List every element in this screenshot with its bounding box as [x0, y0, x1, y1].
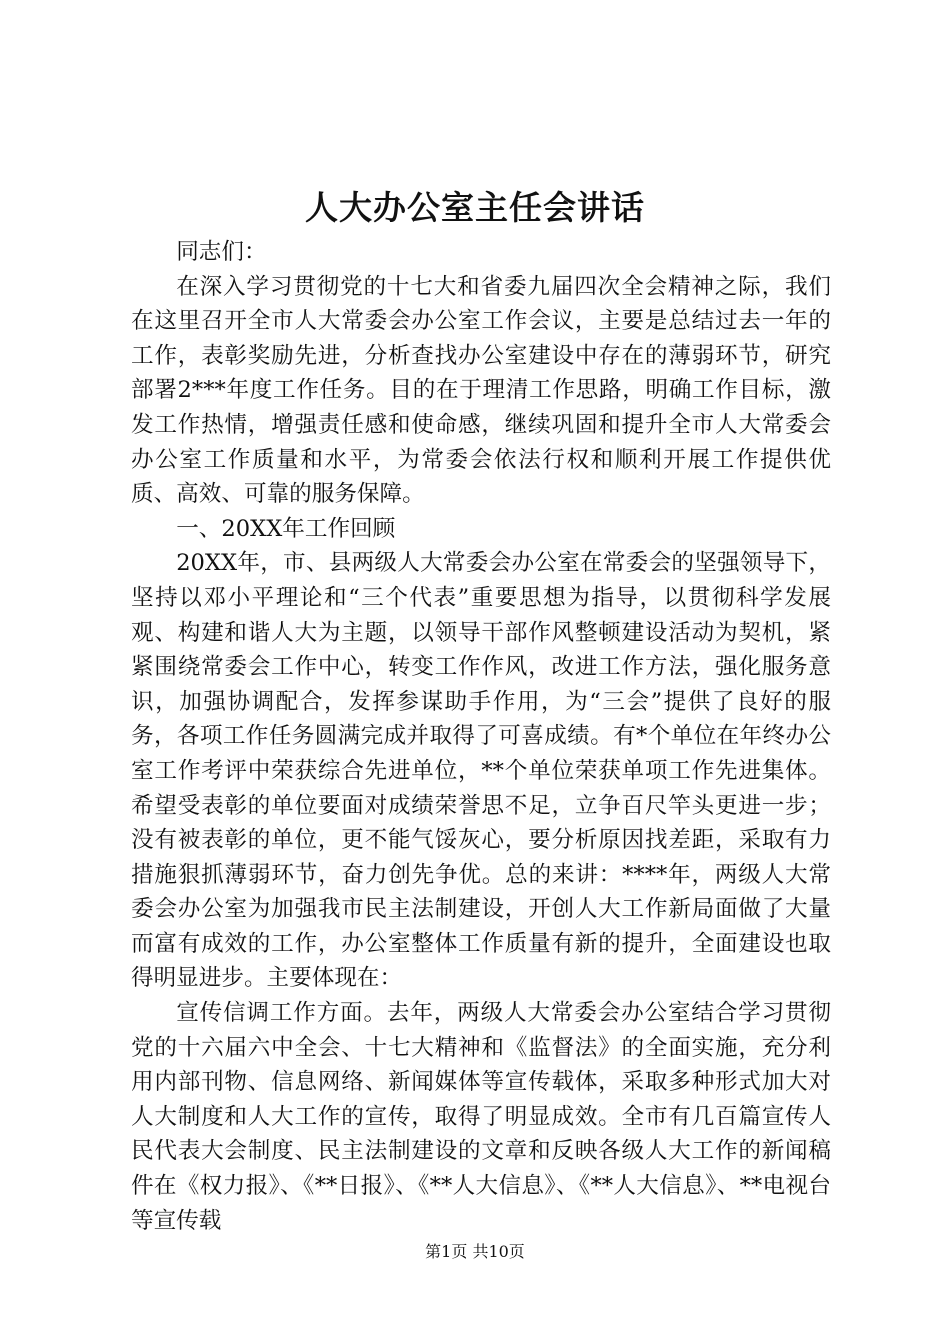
section-heading: 一、20XX年工作回顾 [176, 515, 396, 542]
salutation-paragraph: 同志们： [176, 239, 267, 265]
document-body [131, 235, 831, 1238]
page-footer: 第1页 共10页 [425, 1242, 525, 1261]
document-title: 人大办公室主任会讲话 [305, 188, 645, 227]
intro-paragraph: 在深入学习贯彻党的十七大和省委九届四次全会精神之际，我们在这里召开全市人大常委会办公室工作会议，主要是总结过去一年的工作，表彰奖励先进，分析查找办公室建设中存在的薄弱环节，研究部署2***年度工作任务。目的在于理清工作思路，明确工作目标，激发工作热情，增强责任感和使命感，继续巩固和提升全市人大常委会办公室工作质量和水平，为常委会依法行权和顺利开展工作提供优质、高效、可靠的服务保障。 [131, 273, 831, 508]
review-paragraph: 20XX年，市、县两级人大常委会办公室在常委会的坚强领导下，坚持以邓小平理论和“三个代表”重要思想为指导，以贯彻科学发展观、构建和谐人大为主题，以领导干部作风整顿建设活动为契机，紧紧围绕常委会工作中心，转变工作作风，改进工作方法，强化服务意识，加强协调配合，发挥参谋助手作用，为“三会”提供了良好的服务，各项工作任务圆满完成并取得了可喜成绩。有*个单位在年终办公室工作考评中荣获综合先进单位，**个单位荣获单项工作先进集体。希望受表彰的单位要面对成绩荣誉思不足，立争百尺竿头更进一步；没有被表彰的单位，更不能气馁灰心，要分析原因找差距，采取有力措施狠抓薄弱环节，奋力创先争优。总的来讲：****年，两级人大常委会办公室为加强我市民主法制建设，开创人大工作新局面做了大量而富有成效的工作，办公室整体工作质量有新的提升，全面建设也取得明显进步。主要体现在： [131, 550, 831, 992]
publicity-paragraph: 宣传信调工作方面。去年，两级人大常委会办公室结合学习贯彻党的十六届六中全会、十七大精神和《监督法》的全面实施，充分利用内部刊物、信息网络、新闻媒体等宣传载体，采取多种形式加大对人大制度和人大工作的宣传，取得了明显成效。全市有几百篇宣传人民代表大会制度、民主法制建设的文章和反映各级人大工作的新闻稿件在《权力报》、《**日报》、《**人大信息》、《**人大信息》、**电视台等宣传载 [131, 1000, 831, 1234]
